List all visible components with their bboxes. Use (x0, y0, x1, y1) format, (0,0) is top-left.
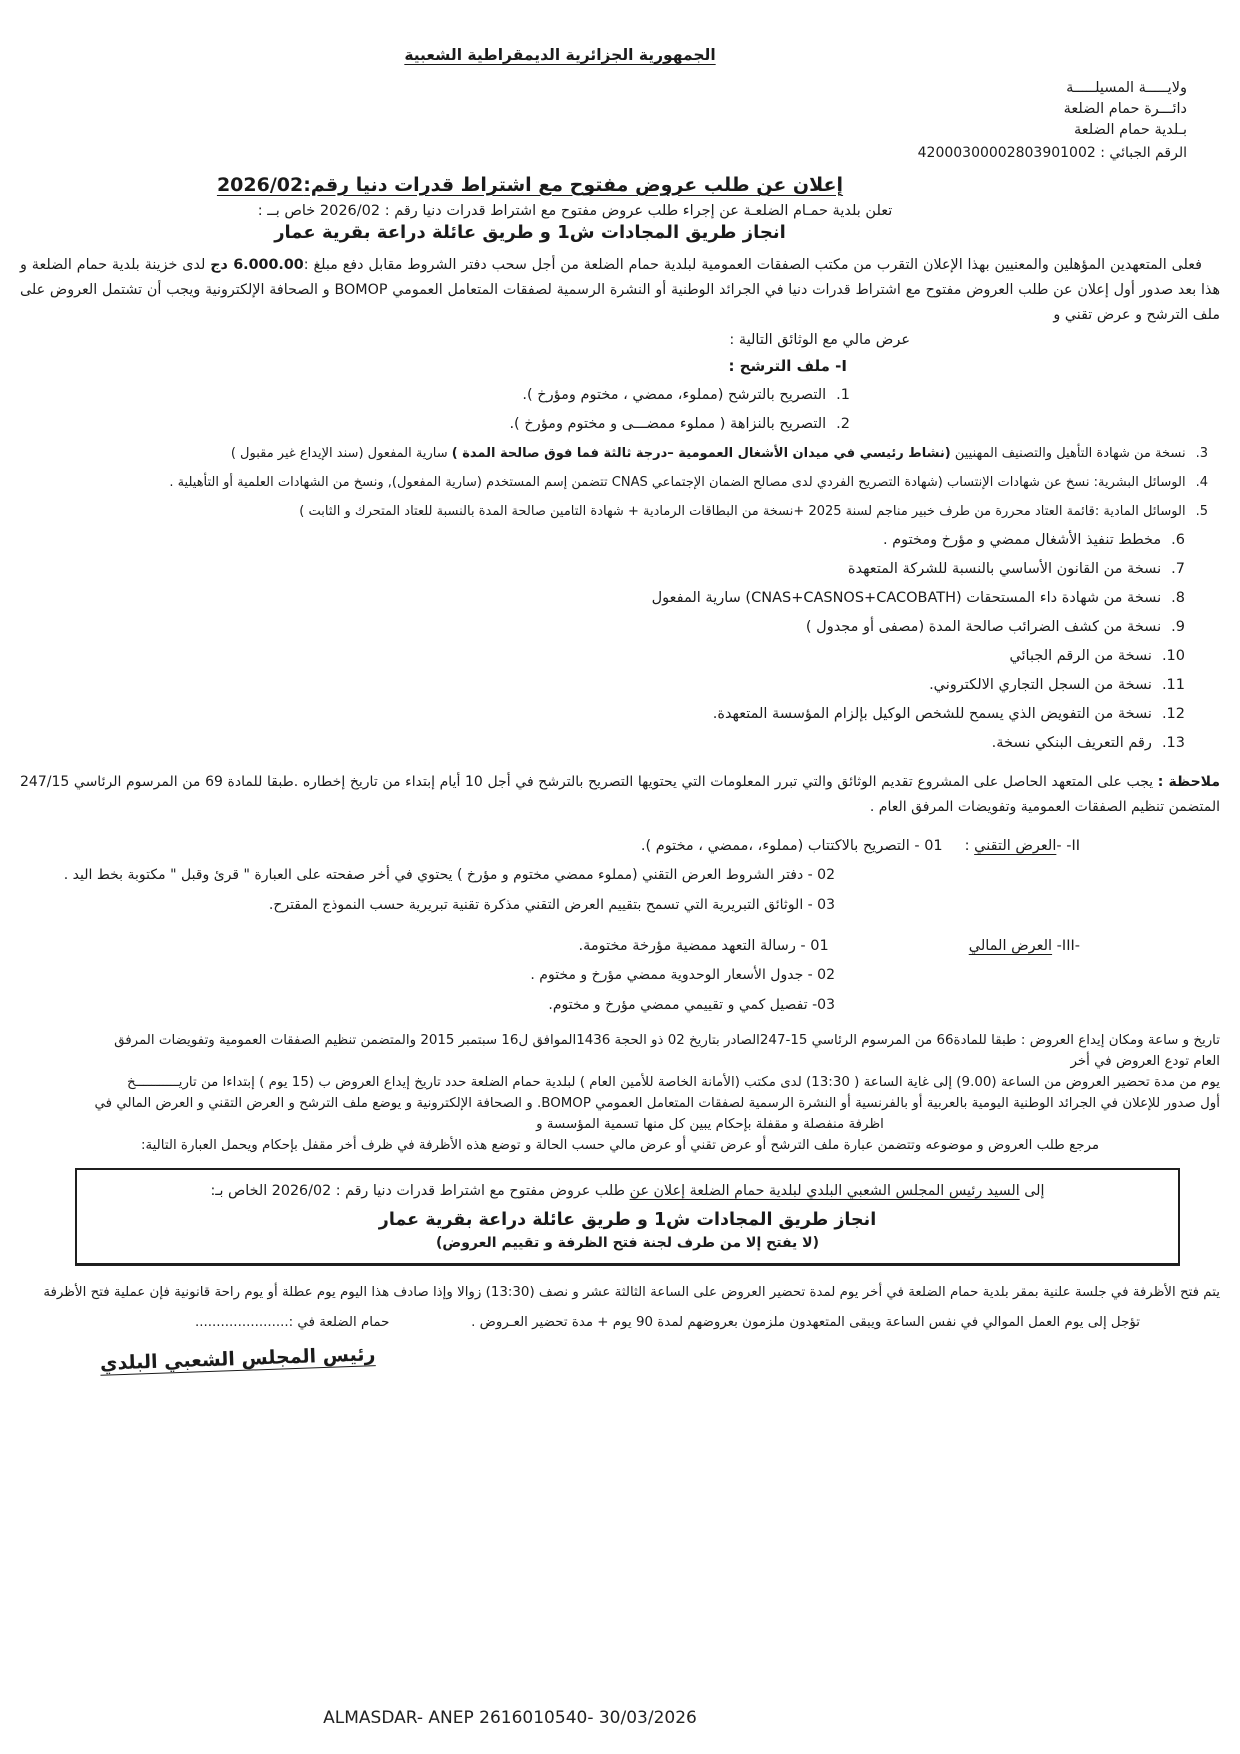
list-item-number: 9. (1171, 619, 1185, 635)
list-item (20, 555, 1185, 584)
list-item (20, 526, 1185, 555)
list-item (20, 642, 1185, 671)
anep-footer: ALMASDAR- ANEP 2616010540- 30/03/2026 (323, 1708, 697, 1728)
list-item-text: نسخة من الرقم الجبائي (1009, 648, 1152, 664)
list-item-text: الوسائل المادية :قائمة العتاد محررة من طرف خبير مناجم لسنة 2025 +نسخة من البطاقات الرمادية + شهادة التامين صالحة المدة بالنسبة للعتاد المتحرك و الثابت ) (299, 504, 1186, 519)
financial-offer-numeral: -III- (1052, 938, 1080, 954)
list-item-number: 7. (1171, 561, 1185, 577)
daira-line: دائـــرة حمام الضلعة (1063, 101, 1187, 117)
note-text: يجب على المتعهد الحاصل على المشروع تقديم الوثائق والتي تبرر المعلومات التي يحتويها التصريح بالترشح في أجل 10 أيام إبتداء من تاريخ إخطاره .طبقا للمادة 69 من المرسوم الرئاسي 247/15 المتضمن تنظيم الصفقات العمومية وتفويضات المرفق العام . (20, 774, 1220, 815)
tender-title: إعلان عن طلب عروض مفتوح مع اشتراط قدرات دنيا رقم:2026/02 (216, 174, 844, 196)
deposit-line: اظرفة منفصلة و مقفلة بإحكام يبين كل منها تسمية المؤسسة و (536, 1117, 884, 1132)
fee-amount: 6.000.00 دج (210, 257, 304, 273)
note-label: ملاحظة : (1157, 774, 1220, 790)
list-item-text: نسخة من القانون الأساسي بالنسبة للشركة المتعهدة (847, 561, 1162, 577)
list-item-text: سارية المفعول (سند الإيداع غير مقبول ) (230, 446, 452, 461)
list-item-number: 3. (1195, 446, 1208, 461)
financial-offer-label: العرض المالي (968, 938, 1053, 954)
technical-offer-item-1: 01 - التصريح بالاكتتاب (مملوء، ،ممضي ، مختوم ). (640, 838, 943, 854)
offer-item: 03- تفصيل كمي و تقييمي ممضي مؤرخ و مختوم. (548, 997, 835, 1013)
envelope-warning: (لا يفتح إلا من طرف لجنة فتح الظرفة و تقييم العروض) (436, 1235, 819, 1251)
financial-offer-heading (969, 932, 1080, 960)
intro-text-1: فعلى المتعهدين المؤهلين والمعنيين بهذا الإعلان التقرب من مكتب الصفقات العمومية لبلدية حمام الضلعة من أجل سحب دفتر الشروط مقابل دفع مبلغ : (303, 257, 1203, 273)
envelope-line-rest: طلب عروض مفتوح مع اشتراط قدرات دنيا رقم : 2026/02 الخاص بـ: (210, 1183, 630, 1199)
list-item (20, 497, 1208, 526)
candidacy-file-heading: I- ملف الترشح : (728, 357, 847, 375)
list-item (20, 671, 1185, 700)
intro-text-2: لدى خزينة بلدية حمام الضلعة و هذا بعد صدور أول إعلان عن طلب العروض مفتوح مع اشتراط قدرات دنيا في الجرائد الوطنية أو النشرة الرسمية لصفقات المتعامل العمومي BOMOP و الصحافة الإلكترونية ويجب أن تشتمل العروض على ملف الترشح و عرض تقني و (20, 257, 1220, 323)
list-item-number: 10. (1161, 648, 1185, 664)
list-item (20, 584, 1185, 613)
list-item (20, 439, 1208, 468)
place-date-line: حمام الضلعة في :...................... (195, 1315, 390, 1330)
country-header: الجمهورية الجزائرية الديمقراطية الشعبية (404, 46, 716, 64)
list-item (20, 729, 1185, 758)
list-item-text: التصريح بالترشح (مملوء، ممضي ، مختوم ومؤرخ ). (522, 387, 827, 403)
list-item (20, 468, 1208, 497)
envelope-addressee: السيد رئيس المجلس الشعبي البلدي لبلدية حمام الضلعة إعلان عن (629, 1183, 1020, 1199)
list-item-number: 5. (1195, 504, 1208, 519)
tax-number-line: الرقم الجبائي : 42000300002803901002 (917, 145, 1187, 161)
list-item-number: 4. (1195, 475, 1208, 490)
intro-last-line: عرض مالي مع الوثائق التالية : (729, 332, 910, 348)
opening-paragraph (20, 1282, 1220, 1334)
intro-paragraph (20, 253, 1220, 328)
signature-title: رئيس المجلس الشعبي البلدي (99, 1343, 376, 1375)
list-item-text: نسخة من شهادة داء المستحقات (CNAS+CASNOS+CACOBATH) سارية المفعول (651, 590, 1162, 606)
list-item (20, 410, 850, 439)
financial-offer-item-1: 01 - رسالة التعهد ممضية مؤرخة مختومة. (578, 938, 829, 954)
note-paragraph (20, 770, 1220, 820)
envelope-box (75, 1168, 1180, 1266)
list-item-number: 11. (1161, 677, 1185, 693)
opening-line-1: يتم فتح الأظرفة في جلسة علنية بمقر بلدية حمام الضلعة في أخر يوم لمدة تحضير العروض على الساعة الثالثة عشر و نصف (13:30) زوالا وإذا صادف هذا اليوم يوم عطلة أو يوم راحة قانونية فإن عملية فتح الأظرفة (43, 1285, 1220, 1300)
authority-block (20, 78, 1220, 164)
deposit-line: تاريخ و ساعة ومكان إيداع العروض : طبقا للمادة66 من المرسوم الرئاسي 15-247الصادر بتاريخ 02 ذو الحجة 1436الموافق ل16 سبتمبر 2015 والمتضمن تنظيم الصفقات العمومية وتفويضات المرفق (114, 1033, 1220, 1048)
wilaya-line: ولايـــــة المسيلـــــة (1066, 80, 1187, 96)
list-item (20, 381, 850, 410)
technical-offer-label: العرض التقني (974, 838, 1057, 854)
deposit-paragraph (20, 1030, 1220, 1156)
list-item-number: 2. (836, 416, 850, 432)
commune-line: بـلدية حمام الضلعة (1073, 122, 1187, 138)
list-item-text: نسخة من شهادة التأهيل والتصنيف المهنيين (950, 446, 1186, 461)
list-item-text: (نشاط رئيسي في ميدان الأشغال العمومية –درجة ثالثة فما فوق صالحة المدة ) (451, 446, 951, 461)
deposit-line: العام تودع العروض في أخر (1070, 1054, 1220, 1069)
offer-item: 02 - جدول الأسعار الوحدوية ممضي مؤرخ و مختوم . (530, 967, 835, 983)
offer-item: 02 - دفتر الشروط العرض التقني (مملوء ممضي مختوم و مؤرخ ) يحتوي في أخر صفحته على العبارة " قرئ وقبل " مكتوبة بخط اليد . (63, 867, 835, 883)
list-item-text: مخطط تنفيذ الأشغال ممضي و مؤرخ ومختوم . (882, 532, 1162, 548)
list-item-number: 1. (836, 387, 850, 403)
list-item-text: نسخة من كشف الضرائب صالحة المدة (مصفى أو مجدول ) (805, 619, 1162, 635)
list-item-text: الوسائل البشرية: نسخ عن شهادات الإنتساب (شهادة التصريح الفردي لدى مصالح الضمان الإجتماعي CNAS تتضمن إسم المستخدم (سارية المفعول), ونسخ من الشهادات العلمية أو التأهيلية . (169, 475, 1186, 490)
financial-offer-heading-row (20, 932, 1220, 960)
deposit-line: مرجع طلب العروض و موضوعه وتتضمن عبارة ملف الترشح أو عرض تقني أو عرض مالي حسب الحالة و توضع هذه الأظرفة في ظرف أخر مقفل بإحكام ويحمل العبارة التالية: (140, 1138, 1100, 1153)
list-item (20, 613, 1185, 642)
deposit-line: يوم من مدة تحضير العروض من الساعة (9.00) إلى غاية الساعة ( 13:30) لدى مكتب (الأمانة الخاصة للأمين العام ) لبلدية حمام الضلعة حدد تاريخ إيداع العروض ب (15 يوم ) إبتداءا من تاريـــــــــــخ (126, 1075, 1220, 1090)
candidacy-list (20, 381, 1220, 758)
project-title: انجاز طريق المجادات ش1 و طريق عائلة دراعة بقرية عمار (274, 222, 786, 243)
list-item-text: نسخة من السجل التجاري الالكتروني. (929, 677, 1152, 693)
list-item (20, 700, 1185, 729)
deposit-line: أول صدور للإعلان في الجرائد الوطنية اليومية بالعربية أو بالفرنسية أو النشرة الرسمية لصفقات المتعامل العمومي BOMOP. و الصحافة الإلكترونية و يوضع ملف الترشح و العرض التقني و العرض المالي في (94, 1096, 1220, 1111)
list-item-text: التصريح بالنزاهة ( مملوء ممضـــى و مختوم ومؤرخ ). (509, 416, 827, 432)
list-item-number: 12. (1161, 706, 1185, 722)
list-item-text: نسخة من التفويض الذي يسمح للشخص الوكيل بإلزام المؤسسة المتعهدة. (712, 706, 1152, 722)
offer-item: 03 - الوثائق التبريرية التي تسمح بتقييم العرض التقني مذكرة تقنية تبريرية حسب النموذج المقترح. (268, 897, 835, 913)
financial-offer-items (20, 960, 1220, 1020)
list-item-number: 8. (1171, 590, 1185, 606)
technical-offer-colon: : (964, 838, 975, 854)
technical-offer-heading (965, 832, 1080, 860)
envelope-addressee-line (91, 1180, 1164, 1202)
list-item-number: 13. (1161, 735, 1185, 751)
technical-offer-heading-row (20, 832, 1220, 860)
list-item-number: 6. (1171, 532, 1185, 548)
technical-offer-items (20, 860, 1220, 920)
opening-line-2 (20, 1312, 1220, 1334)
list-item-text: رقم التعريف البنكي نسخة. (991, 735, 1152, 751)
envelope-project-title: انجاز طريق المجادات ش1 و طريق عائلة دراعة بقرية عمار (378, 1210, 877, 1230)
announcement-line: تعلن بلدية حمـام الضلعـة عن إجراء طلب عروض مفتوح مع اشتراط قدرات دنيا رقم : 2026/02 خاص بــ : (257, 203, 893, 219)
opening-line-2-text: تؤجل إلى يوم العمل الموالي في نفس الساعة ويبقى المتعهدون ملزمون بعروضهم لمدة 90 يوم + مدة تحضير العـروض . (471, 1315, 1140, 1330)
technical-offer-numeral: II- - (1056, 838, 1080, 854)
envelope-line-prefix: إلى (1019, 1183, 1045, 1199)
